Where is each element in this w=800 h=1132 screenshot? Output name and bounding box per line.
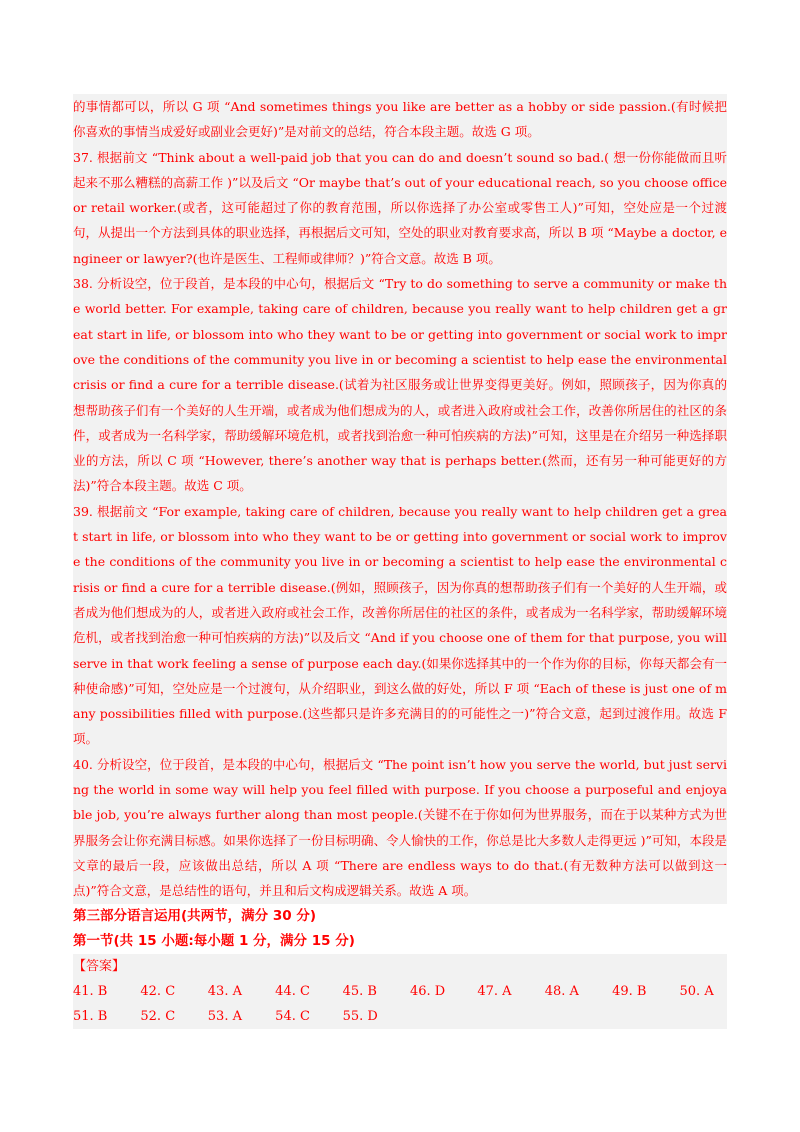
answer-row-1	[73, 979, 727, 1004]
answer-48: 48. A	[544, 983, 579, 999]
answer-53: 53. A	[207, 1008, 242, 1024]
section-heading-part3-sec1: 第一节(共 15 小题:每小题 1 分，满分 15 分)	[73, 932, 355, 949]
answer-tag: 【答案】	[73, 954, 727, 979]
paragraph-continuation: 的事情都可以，所以 G 项 “And sometimes things you like are better as a hobby or side passion.(有时候把你喜欢的事情当成爱好或副业会更好)”是对前文的总结，符合本段主题。故选 G 项。	[73, 94, 727, 145]
paragraph-q38: 38. 分析设空，位于段首，是本段的中心句，根据后文 “Try to do something to serve a community or make the world better. For example, taking care of children, because you really want to help children get a great start in life, or blossom into who they want to be or getting into government or social work to improve the conditions of the community you live in or becoming a scientist to help ease the environmental crisis or find a cure for a terrible disease.(试着为社区服务或让世界变得更美好。例如，照顾孩子，因为你真的想帮助孩子们有一个美好的人生开端，或者成为他们想成为的人，或者进入政府或社会工作，改善你所居住的社区的条件，或者成为一名科学家，帮助缓解环境危机，或者找到治愈一种可怕疾病的方法)”可知，这里是在介绍另一种选择职业的方法，所以 C 项 “However, there’s another way that is perhaps better.(然而，还有另一种可能更好的方法)”符合本段主题。故选 C 项。	[73, 271, 727, 499]
answer-row-2	[73, 1004, 727, 1029]
answer-49: 49. B	[612, 983, 647, 999]
answer-46: 46. D	[409, 983, 446, 999]
paragraph-q39: 39. 根据前文 “For example, taking care of children, because you really want to help children get a great start in life, or blossom into who they want to be or getting into government or social work to improve the conditions of the community you live in or becoming a scientist to help ease the environmental crisis or find a cure for a terrible disease.(例如，照顾孩子，因为你真的想帮助孩子们有一个美好的人生开端，或者成为他们想成为的人，或者进入政府或社会工作，改善你所居住的社区的条件，或者成为一名科学家，帮助缓解环境危机，或者找到治愈一种可怕疾病的方法)”以及后文 “And if you choose one of them for that purpose, you will serve in that work feeling a sense of purpose each day.(如果你选择其中的一个作为你的目标，你每天都会有一种使命感)”可知，空处应是一个过渡句，从介绍职业，到这么做的好处，所以 F 项 “Each of these is just one of many possibilities filled with purpose.(这些都只是许多充满目的的可能性之一)”符合文意，起到过渡作用。故选 F 项。	[73, 499, 727, 752]
answer-41: 41. B	[73, 983, 108, 999]
answer-45: 45. B	[342, 983, 377, 999]
answer-52: 52. C	[140, 1008, 176, 1024]
answer-54: 54. C	[275, 1008, 310, 1024]
section-heading-part3: 第三部分语言运用(共两节，满分 30 分)	[73, 907, 317, 924]
content-area	[73, 94, 727, 1029]
answer-47: 47. A	[477, 983, 512, 999]
answer-44: 44. C	[275, 983, 310, 999]
answer-42: 42. C	[140, 983, 176, 999]
answer-50: 50. A	[679, 983, 714, 999]
answer-51: 51. B	[73, 1008, 108, 1024]
paragraph-q40: 40. 分析设空，位于段首，是本段的中心句，根据后文 “The point isn’t how you serve the world, but just serving the world in some way will help you feel filled with purpose. If you choose a purposeful and enjoyable job, you’re always further along than most people.(关键不在于你如何为世界服务，而在于以某种方式为世界服务会让你充满目标感。如果你选择了一份目标明确、令人愉快的工作，你总是比大多数人走得更远 )”可知，本段是文章的最后一段，应该做出总结，所以 A 项 “There are endless ways to do that.(有无数种方法可以做到这一点)”符合文意，是总结性的语句，并且和后文构成逻辑关系。故选 A 项。	[73, 752, 727, 904]
answer-43: 43. A	[207, 983, 242, 999]
answer-55: 55. D	[342, 1008, 378, 1024]
paragraph-q37: 37. 根据前文 “Think about a well-paid job that you can do and doesn’t sound so bad.( 想一份你能做而且听起来不那么糟糕的高薪工作 )”以及后文 “Or maybe that’s out of your educational reach, so you choose office or retail worker.(或者，这可能超过了你的教育范围，所以你选择了办公室或零售工人)”可知，空处应是一个过渡句，从提出一个方法到具体的职业选择，再根据后文可知，空处的职业对教育要求高，所以 B 项 “Maybe a doctor, engineer or lawyer?(也许是医生、工程师或律师？)”符合文意。故选 B 项。	[73, 145, 727, 271]
answer-key	[73, 979, 727, 1029]
